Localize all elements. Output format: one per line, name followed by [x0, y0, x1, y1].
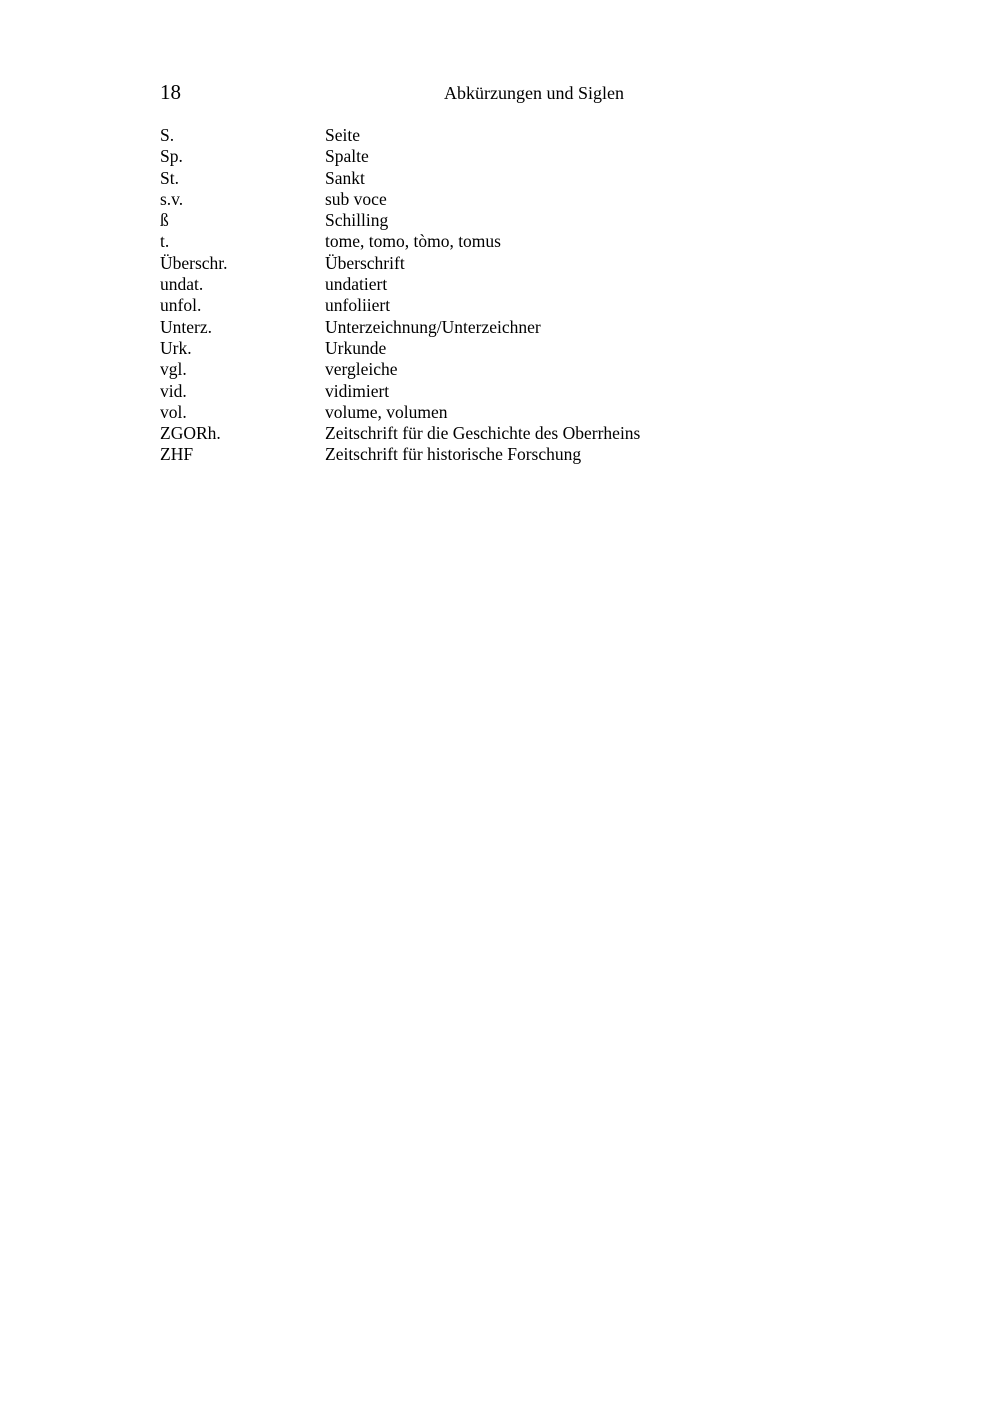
abbreviation-term: t. [160, 231, 170, 252]
abbreviation-term: ZGORh. [160, 423, 221, 444]
abbreviation-definition: sub voce [325, 188, 387, 209]
abbreviation-term: Sp. [160, 146, 183, 167]
abbreviation-term: Unterz. [160, 316, 212, 337]
abbreviation-definition: Sankt [325, 167, 365, 188]
abbreviation-definition: Urkunde [325, 337, 387, 358]
abbreviation-definition: Schilling [325, 210, 389, 231]
abbreviation-term: Urk. [160, 337, 192, 358]
abbreviation-list [160, 125, 640, 466]
abbreviation-term: vgl. [160, 359, 187, 380]
abbreviation-term: S. [160, 125, 175, 145]
list-item [160, 210, 640, 231]
abbreviation-definition: Überschrift [325, 252, 405, 273]
abbreviation-term: unfol. [160, 295, 202, 316]
list-item [160, 189, 640, 210]
abbreviation-definition: unfoliiert [325, 295, 391, 316]
abbreviation-term: ZHF [160, 444, 194, 465]
abbreviation-term: vid. [160, 380, 187, 401]
list-item [160, 317, 640, 338]
running-title: Abkürzungen und Siglen [444, 83, 624, 103]
list-item [160, 423, 640, 444]
abbreviation-definition: undatiert [325, 274, 388, 295]
abbreviation-definition: vergleiche [325, 359, 398, 380]
list-item [160, 168, 640, 189]
list-item [160, 359, 640, 380]
list-item [160, 381, 640, 402]
list-item [160, 295, 640, 316]
abbreviation-term: vol. [160, 401, 187, 422]
abbreviation-term: Überschr. [160, 252, 228, 273]
abbreviation-definition: Unterzeichnung/Unterzeichner [325, 316, 541, 337]
list-item [160, 402, 640, 423]
abbreviation-term: undat. [160, 274, 204, 295]
list-item [160, 338, 640, 359]
abbreviation-definition: Zeitschrift für historische Forschung [325, 444, 582, 465]
abbreviation-definition: Zeitschrift für die Geschichte des Oberrheins [325, 423, 641, 444]
list-item [160, 125, 640, 146]
page-number: 18 [160, 80, 181, 104]
abbreviation-definition: tome, tomo, tòmo, tomus [325, 231, 501, 252]
abbreviation-definition: Seite [325, 125, 360, 145]
abbreviation-term: s.v. [160, 188, 184, 209]
abbreviation-definition: Spalte [325, 146, 369, 167]
list-item [160, 444, 640, 465]
list-item [160, 253, 640, 274]
abbreviation-term: St. [160, 167, 179, 188]
abbreviation-definition: vidimiert [325, 380, 390, 401]
list-item [160, 274, 640, 295]
list-item [160, 231, 640, 252]
abbreviation-definition: volume, volumen [325, 401, 448, 422]
list-item [160, 146, 640, 167]
abbreviation-term: ß [160, 210, 169, 231]
